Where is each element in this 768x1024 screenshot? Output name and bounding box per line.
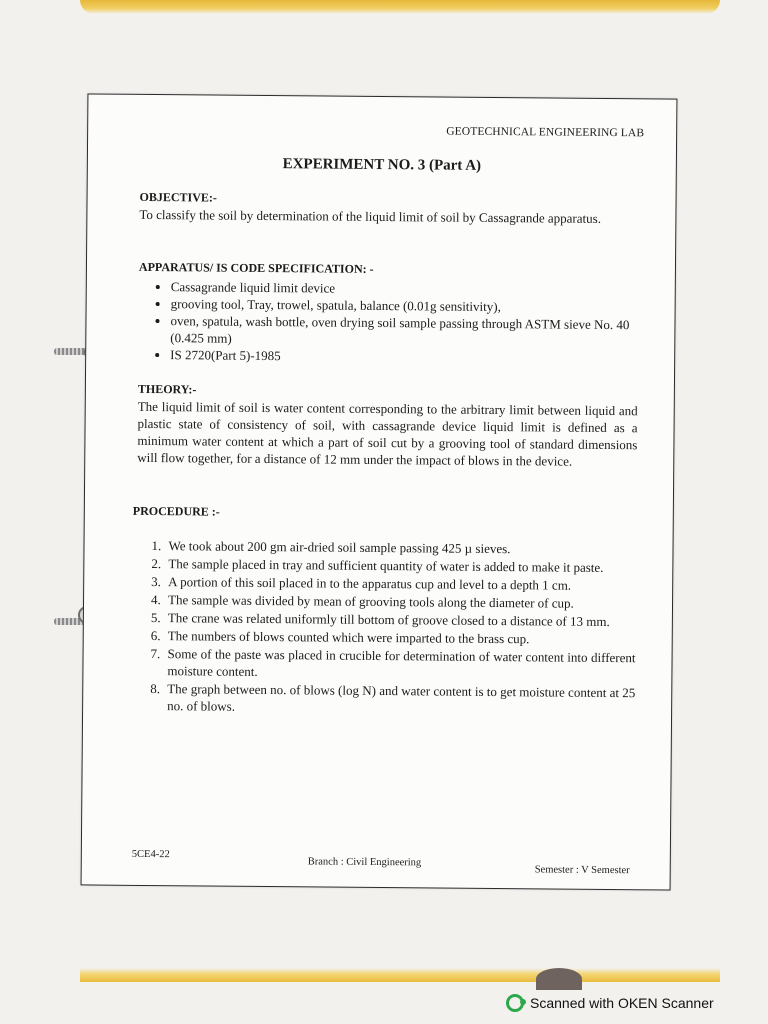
objective-text: To classify the soil by determination of the liquid limit of soil by Cassagrande apparatus. (139, 206, 602, 226)
course-code: 5CE4-22 (131, 848, 170, 861)
list-item: 6. The numbers of blows counted which were imparted to the brass cup. (164, 627, 636, 648)
experiment-title: EXPERIMENT NO. 3 (Part A) (282, 156, 482, 174)
theory-section (137, 381, 638, 470)
lab-name: GEOTECHNICAL ENGINEERING LAB (446, 125, 645, 140)
procedure-heading: PROCEDURE :- (132, 503, 220, 519)
list-item: 7. Some of the paste was placed in crucible for determination of water content into different moisture content. (163, 645, 635, 683)
oken-scanner-logo-icon (506, 994, 524, 1012)
list-item: • IS 2720(Part 5)-1985 (170, 346, 638, 367)
folder-edge-top (80, 0, 720, 14)
apparatus-section (138, 259, 639, 367)
list-item: • Cassagrande liquid limit device (171, 278, 639, 299)
finger-shadow (536, 968, 582, 990)
scanner-watermark (506, 992, 714, 1014)
semester-label: Semester : V Semester (534, 864, 630, 877)
list-item: • grooving tool, Tray, trowel, spatula, balance (0.01g sensitivity), (171, 295, 639, 316)
list-item: 4. The sample was divided by mean of grooving tools along the diameter of cup. (164, 591, 636, 612)
list-item: 8. The graph between no. of blows (log N) and water content is to get moisture content at 25 no. of blows. (163, 680, 635, 718)
procedure-heading-block (133, 503, 637, 524)
list-item: 2. The sample placed in tray and sufficient quantity of water is added to make it paste. (164, 555, 636, 576)
apparatus-heading: APPARATUS/ IS CODE SPECIFICATION: - (138, 259, 374, 276)
folder-edge-bottom (80, 968, 720, 982)
theory-text: The liquid limit of soil is water content corresponding to the arbitrary limit between liquid and plastic state of consistency of soil, with cassagrande device liquid limit is defined as a minimum water content at which a part of soil cut by a grooving tool of standard dimensions will flow together, for a distance of 12 mm under the impact of blows in the device. (137, 398, 638, 469)
procedure-steps (139, 537, 637, 718)
procedure-section (139, 537, 637, 719)
scanner-label: Scanned with OKEN Scanner (530, 995, 714, 1011)
branch-label: Branch : Civil Engineering (307, 856, 422, 869)
list-item: 1. We took about 200 gm air-dried soil sample passing 425 µ sieves. (164, 537, 636, 558)
objective-heading: OBJECTIVE:- (139, 189, 217, 205)
theory-heading: THEORY:- (137, 381, 197, 397)
list-item: • oven, spatula, wash bottle, oven drying soil sample passing through ASTM sieve No. 40 (0.425 mm) (170, 312, 638, 350)
list-item: 5. The crane was related uniformly till bottom of groove closed to a distance of 13 mm. (164, 609, 636, 630)
objective-section (139, 189, 639, 227)
apparatus-list (138, 278, 639, 367)
document-sheet (81, 93, 678, 890)
list-item: 3. A portion of this soil placed in to the apparatus cup and level to a depth 1 cm. (164, 573, 636, 594)
